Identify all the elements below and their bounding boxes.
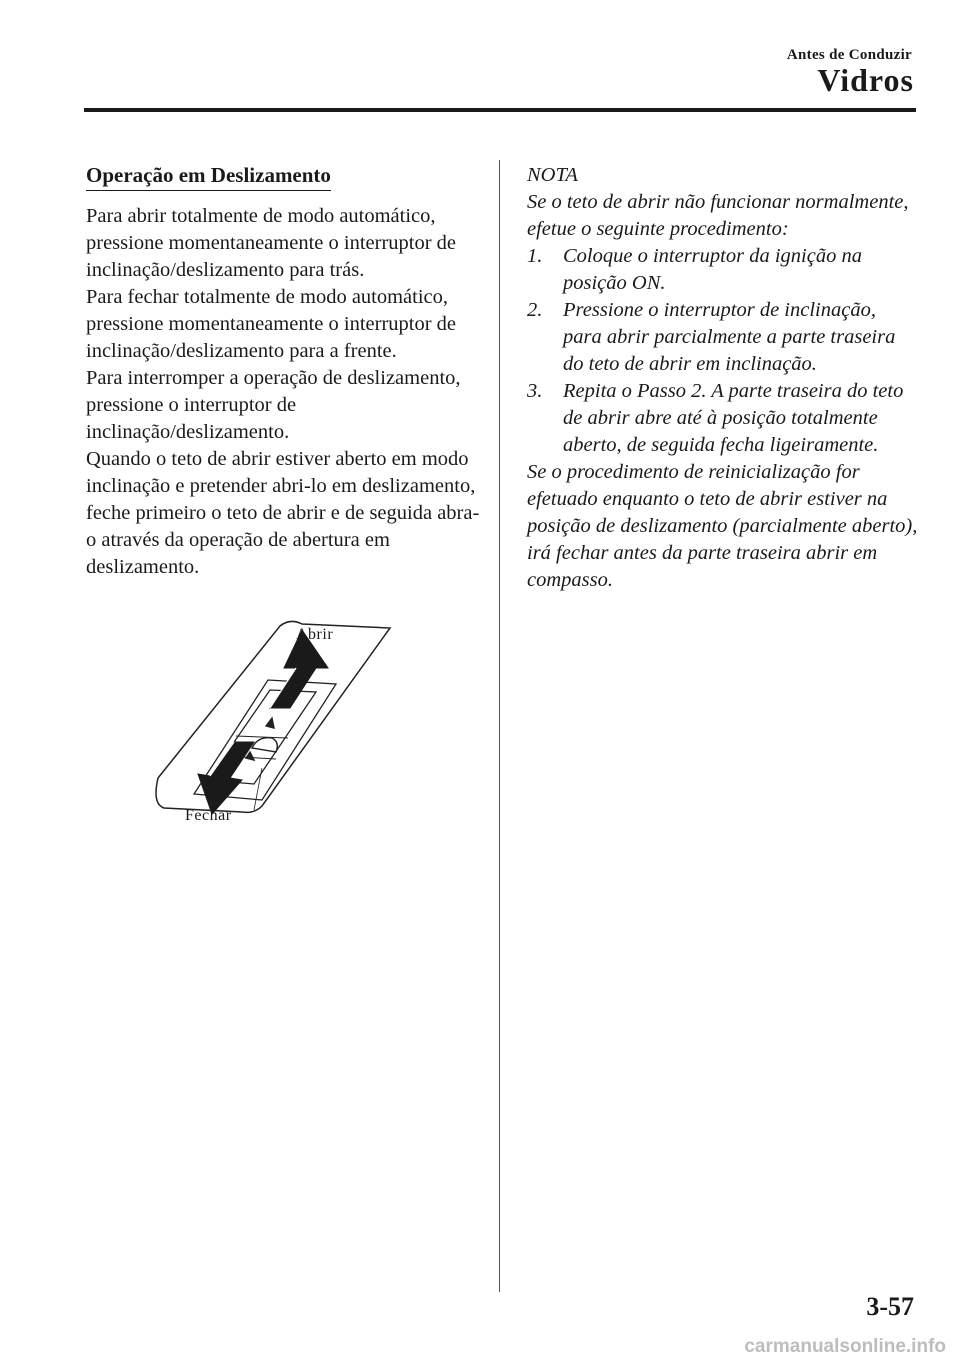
sunroof-switch-icon bbox=[150, 618, 400, 833]
note-closing: Se o procedimento de reinicialização for efetuado enquanto o teto de abrir estiver na posição de deslizamento (parcialmente aberto), irá fechar antes da parte traseira abrir em compasso. bbox=[527, 461, 918, 591]
subheading: Operação em Deslizamento bbox=[86, 160, 331, 191]
list-item bbox=[527, 297, 919, 378]
left-column bbox=[86, 160, 486, 581]
step-text: Repita o Passo 2. A parte traseira do teto de abrir abre até à posição totalmente aberto, de seguida fecha ligeiramente. bbox=[563, 380, 904, 456]
list-item bbox=[527, 243, 919, 297]
section-title: Vidros bbox=[817, 62, 914, 98]
label-close: Fechar bbox=[185, 807, 232, 824]
watermark: carmanualsonline.info bbox=[744, 1336, 946, 1357]
sunroof-tilt-icon bbox=[246, 718, 277, 760]
paragraph-close: Para fechar totalmente de modo automático, pressione momentaneamente o interruptor de inclinação/deslizamento para a frente. bbox=[86, 286, 457, 362]
step-number: 2. bbox=[527, 299, 543, 321]
body-text bbox=[86, 203, 486, 581]
page-number: 3-57 bbox=[866, 1292, 914, 1321]
chapter-title: Antes de Conduzir bbox=[786, 47, 912, 63]
note-steps bbox=[527, 243, 919, 459]
list-item bbox=[527, 378, 919, 459]
paragraph-open: Para abrir totalmente de modo automático, pressione momentaneamente o interruptor de inclinação/deslizamento para trás. bbox=[86, 205, 457, 281]
paragraph-stop: Para interromper a operação de deslizamento, pressione o interruptor de inclinação/deslizamento. bbox=[86, 367, 461, 443]
step-text: Pressione o interruptor de inclinação, para abrir parcialmente a parte traseira do teto de abrir em inclinação. bbox=[563, 299, 896, 375]
note-title: NOTA bbox=[527, 164, 578, 186]
label-open: Abrir bbox=[296, 626, 334, 643]
step-text: Coloque o interruptor da ignição na posição ON. bbox=[563, 245, 862, 294]
note-column bbox=[527, 162, 919, 594]
switch-figure bbox=[150, 618, 400, 833]
step-number: 1. bbox=[527, 245, 543, 267]
note-intro: Se o teto de abrir não funcionar normalmente, efetue o seguinte procedimento: bbox=[527, 191, 909, 240]
step-number: 3. bbox=[527, 380, 543, 402]
header-rule bbox=[84, 108, 916, 112]
arrow-down-icon bbox=[198, 742, 254, 814]
column-divider bbox=[499, 160, 500, 1292]
paragraph-tilt-to-slide: Quando o teto de abrir estiver aberto em modo inclinação e pretender abri-lo em deslizamento, feche primeiro o teto de abrir e de seguida abra-o através da operação de abertura em deslizamento. bbox=[86, 448, 480, 578]
